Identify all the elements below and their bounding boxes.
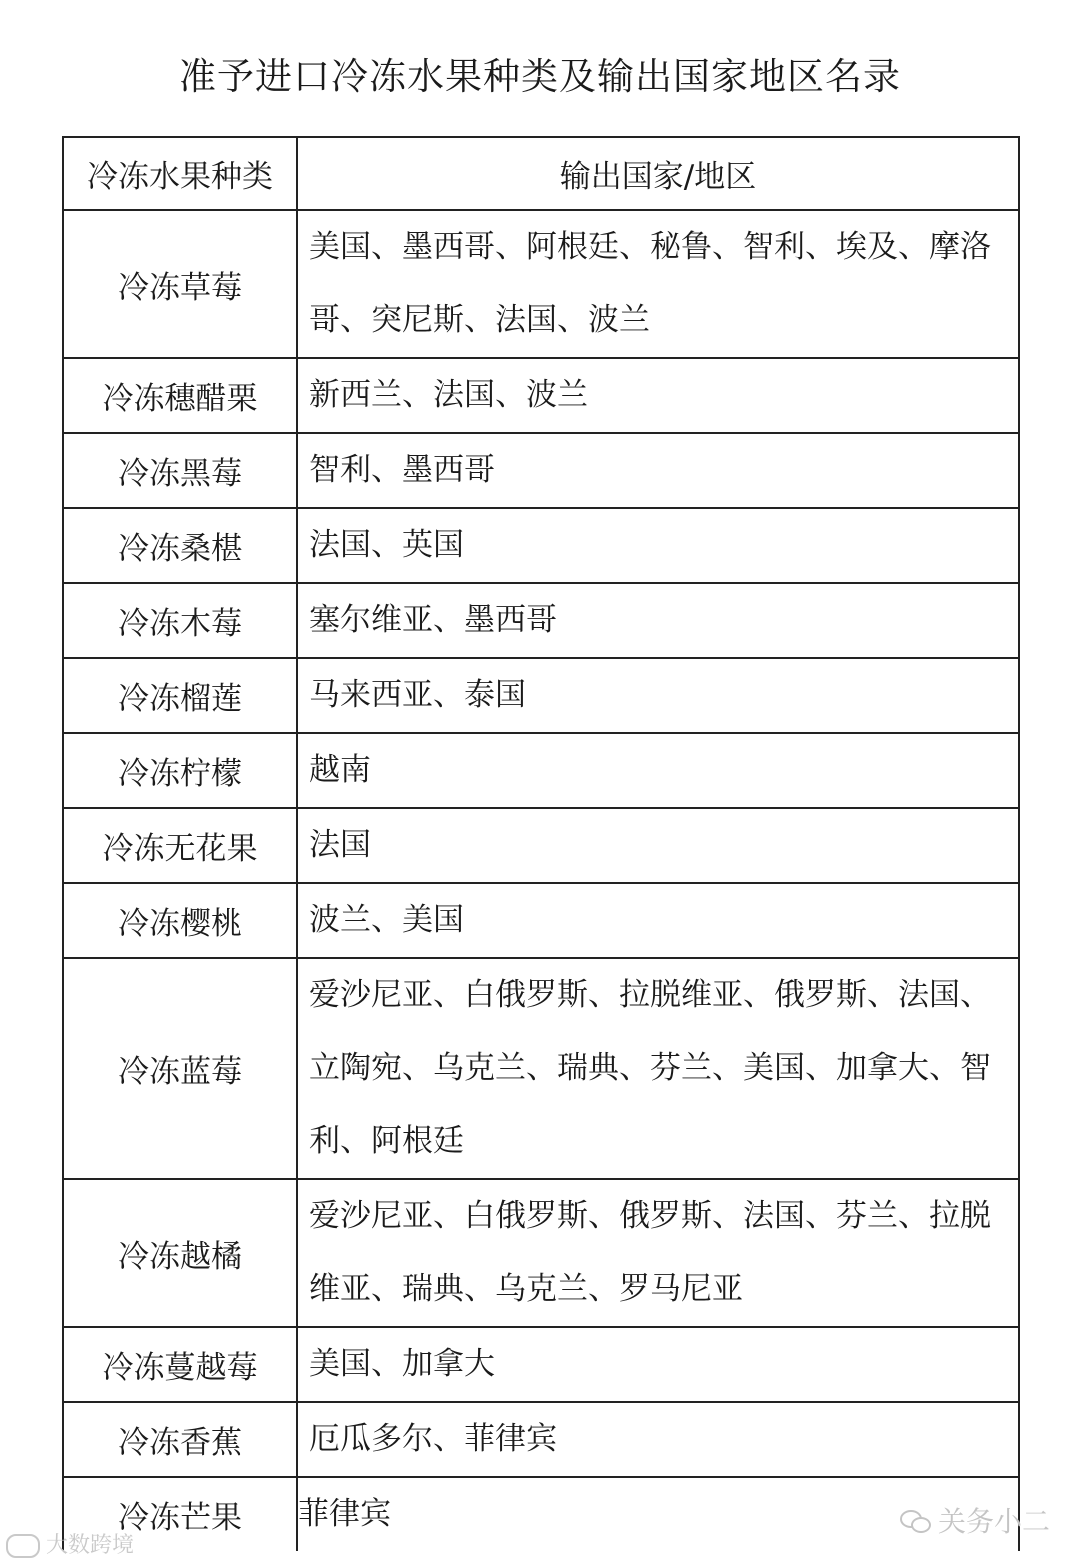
table-row [63,1179,1019,1327]
wechat-icon [900,1508,930,1532]
watermark-right [900,1500,1050,1540]
table-row [63,210,1019,358]
table-row [63,1402,1019,1477]
fruit-cell: 冷冻蓝莓 [63,958,297,1179]
table-row [63,958,1019,1179]
fruit-cell: 冷冻香蕉 [63,1402,297,1477]
table-row [63,1477,1019,1551]
countries-cell: 爱沙尼亚、白俄罗斯、拉脱维亚、俄罗斯、法国、立陶宛、乌克兰、瑞典、芬兰、美国、加拿大、智利、阿根廷 [297,958,1019,1179]
fruit-cell: 冷冻无花果 [63,808,297,883]
countries-cell: 新西兰、法国、波兰 [297,358,1019,433]
fruit-cell: 冷冻草莓 [63,210,297,358]
table-row [63,658,1019,733]
table-row [63,433,1019,508]
table-header-row [63,137,1019,210]
countries-cell: 越南 [297,733,1019,808]
page-title: 准予进口冷冻水果种类及输出国家地区名录 [179,55,901,98]
fruit-cell: 冷冻木莓 [63,583,297,658]
watermark-left [6,1528,134,1559]
countries-cell: 美国、墨西哥、阿根廷、秘鲁、智利、埃及、摩洛哥、突尼斯、法国、波兰 [297,210,1019,358]
fruit-cell: 冷冻柠檬 [63,733,297,808]
table-row [63,883,1019,958]
watermark-right-text: 关务小二 [938,1505,1051,1538]
countries-cell: 法国 [297,808,1019,883]
header-countries: 输出国家/地区 [297,137,1019,210]
table-row [63,358,1019,433]
table-row [63,1327,1019,1402]
countries-cell: 美国、加拿大 [297,1327,1019,1402]
fruit-cell: 冷冻蔓越莓 [63,1327,297,1402]
header-fruit-type: 冷冻水果种类 [63,137,297,210]
table-row [63,808,1019,883]
countries-cell: 马来西亚、泰国 [297,658,1019,733]
countries-cell: 菲律宾 [297,1477,1019,1551]
fruit-cell: 冷冻黑莓 [63,433,297,508]
fruit-cell: 冷冻榴莲 [63,658,297,733]
fruit-cell: 冷冻芒果 [63,1477,297,1551]
countries-cell: 法国、英国 [297,508,1019,583]
fruit-cell: 冷冻桑椹 [63,508,297,583]
fruit-cell: 冷冻樱桃 [63,883,297,958]
countries-cell: 智利、墨西哥 [297,433,1019,508]
countries-cell: 波兰、美国 [297,883,1019,958]
watermark-left-text: 大数跨境 [46,1533,135,1558]
table-row [63,508,1019,583]
brand-logo-icon [6,1534,40,1558]
table-row [63,583,1019,658]
fruit-cell: 冷冻越橘 [63,1179,297,1327]
countries-cell: 爱沙尼亚、白俄罗斯、俄罗斯、法国、芬兰、拉脱维亚、瑞典、乌克兰、罗马尼亚 [297,1179,1019,1327]
fruit-country-table [62,136,1020,1551]
countries-cell: 塞尔维亚、墨西哥 [297,583,1019,658]
countries-cell: 厄瓜多尔、菲律宾 [297,1402,1019,1477]
fruit-cell: 冷冻穗醋栗 [63,358,297,433]
table-row [63,733,1019,808]
